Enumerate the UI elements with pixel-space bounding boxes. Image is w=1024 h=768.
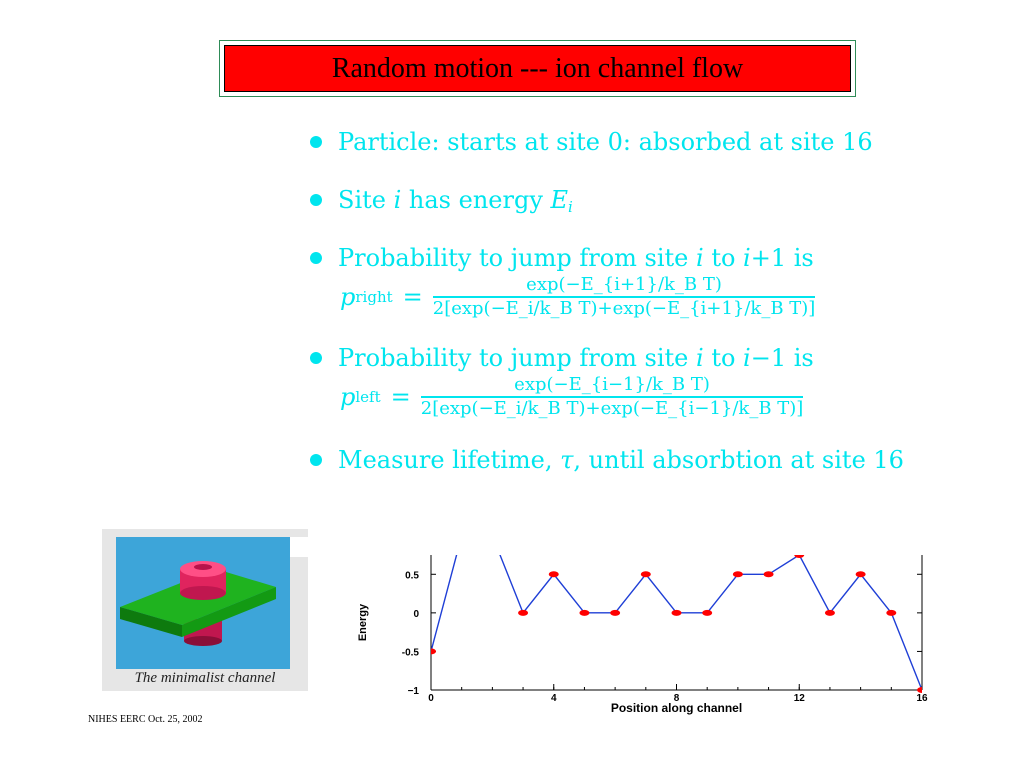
var-i: i xyxy=(743,244,751,272)
bullet-5-text: Measure lifetime, xyxy=(338,446,561,474)
p-right-numerator: exp(−E_{i+1}/k_B T) xyxy=(526,274,722,295)
p-left-formula xyxy=(340,374,803,420)
data-point xyxy=(641,571,651,577)
data-point xyxy=(579,610,589,616)
p-left-numerator: exp(−E_{i−1}/k_B T) xyxy=(514,374,710,395)
p-left-fraction xyxy=(421,374,804,420)
bullet-dot xyxy=(310,194,322,206)
data-point xyxy=(825,610,835,616)
p-symbol: p xyxy=(340,282,356,311)
var-E: E xyxy=(550,186,569,214)
bullet-3-to: to xyxy=(703,244,744,272)
x-tick-label: 0 xyxy=(428,693,434,704)
data-point xyxy=(549,571,559,577)
bullet-5-end: , until absorbtion at site 16 xyxy=(573,446,904,474)
footer: NIHES EERC Oct. 25, 2002 xyxy=(88,714,203,725)
x-axis-label: Position along channel xyxy=(610,701,743,715)
data-point xyxy=(733,571,743,577)
x-tick-label: 4 xyxy=(550,693,557,704)
p-right-denominator: 2[exp(−E_i/k_B T)+exp(−E_{i+1}/k_B T)] xyxy=(432,297,816,319)
bullet-2-text: Site xyxy=(338,186,394,214)
slide-title: Random motion --- ion channel flow xyxy=(331,52,744,84)
var-E-sub: i xyxy=(568,198,573,216)
bullet-dot xyxy=(310,136,322,148)
bullet-3-end: +1 is xyxy=(750,244,814,272)
data-point xyxy=(672,610,682,616)
y-tick-label: −1 xyxy=(407,686,419,697)
data-point xyxy=(518,610,528,616)
equals-sign: = xyxy=(402,282,423,311)
channel-illustration xyxy=(102,529,308,691)
title-box xyxy=(224,45,851,92)
bullet-2-text-mid: has energy xyxy=(401,186,551,214)
p-right-sub: right xyxy=(355,287,393,306)
data-point xyxy=(610,610,620,616)
p-right-formula xyxy=(340,274,815,320)
y-tick-label: 0.5 xyxy=(405,570,419,582)
data-point xyxy=(794,552,804,558)
bullet-1 xyxy=(310,128,873,156)
var-i: i xyxy=(696,244,704,272)
bullet-3-text: Probability to jump from site xyxy=(338,244,696,272)
bullet-5 xyxy=(310,446,904,474)
p-right-fraction xyxy=(433,274,816,320)
data-point xyxy=(764,571,774,577)
var-i: i xyxy=(393,186,402,214)
image-caption: The minimalist channel xyxy=(134,670,276,686)
title-frame xyxy=(219,40,856,97)
bullet-dot xyxy=(310,252,322,264)
bullet-4-end: −1 is xyxy=(750,344,814,372)
bullet-4-to: to xyxy=(703,344,744,372)
x-tick-label: 16 xyxy=(916,693,928,704)
series-line xyxy=(431,545,922,690)
data-point xyxy=(856,571,866,577)
bullet-2 xyxy=(310,186,573,216)
energy-chart xyxy=(340,545,940,715)
p-left-sub: left xyxy=(355,387,381,406)
var-tau: τ xyxy=(560,446,574,474)
y-tick-label: 0 xyxy=(413,608,419,620)
p-left-denominator: 2[exp(−E_i/k_B T)+exp(−E_{i−1}/k_B T)] xyxy=(420,397,804,419)
equals-sign: = xyxy=(390,382,411,411)
series-group xyxy=(426,545,927,693)
var-i: i xyxy=(696,344,704,372)
bullet-4 xyxy=(310,344,814,372)
var-i: i xyxy=(743,344,751,372)
y-axis-label: Energy xyxy=(357,603,369,642)
bullet-dot xyxy=(310,352,322,364)
data-point xyxy=(426,648,436,654)
data-point xyxy=(702,610,712,616)
bullet-4-text: Probability to jump from site xyxy=(338,344,696,372)
x-tick-label: 12 xyxy=(793,693,805,704)
y-tick-label: -0.5 xyxy=(401,647,419,659)
bullet-1-text: Particle: starts at site 0: absorbed at site 16 xyxy=(338,128,873,156)
p-symbol: p xyxy=(340,382,356,411)
data-point xyxy=(886,610,896,616)
bullet-3 xyxy=(310,244,814,272)
minimalist-channel-image xyxy=(102,529,308,691)
x-tick-label: 8 xyxy=(673,693,680,704)
bullet-dot xyxy=(310,454,322,466)
